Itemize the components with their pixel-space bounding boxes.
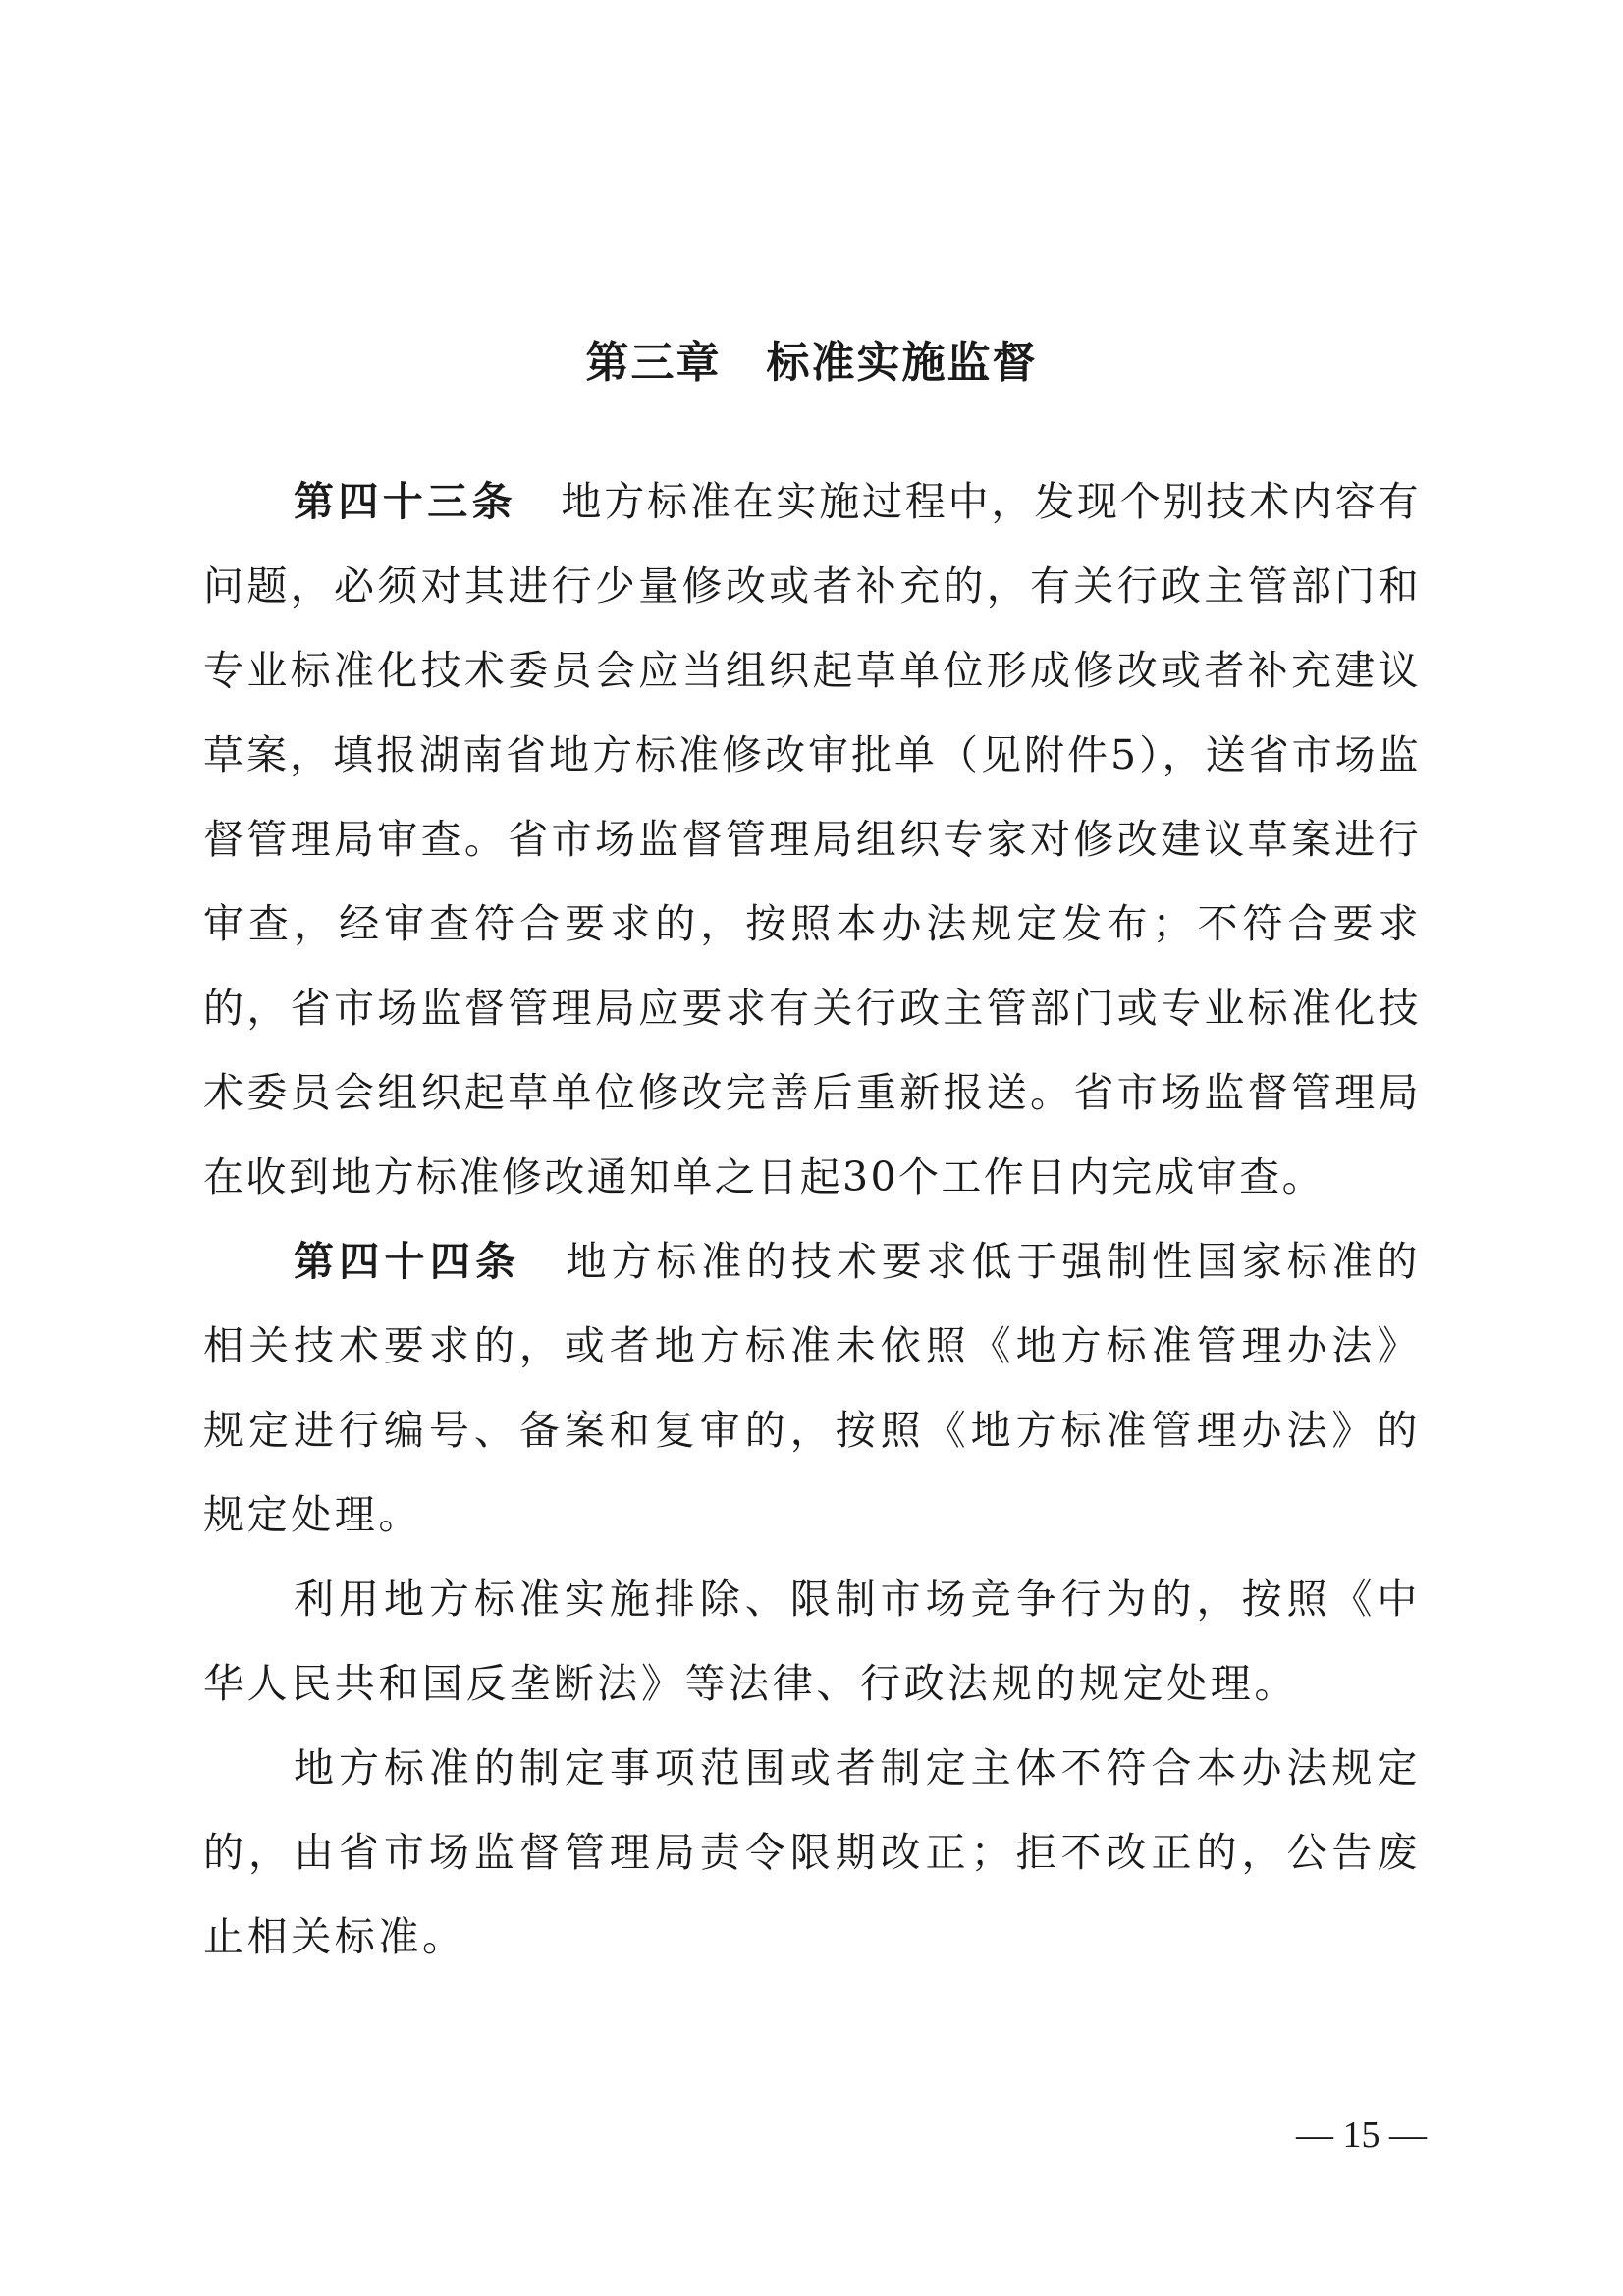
article-44 (203, 1219, 1421, 1557)
article-43-number: 第四十三条 (294, 478, 562, 525)
page-number: — 15 — (1296, 2114, 1427, 2156)
document-body (203, 459, 1421, 1979)
article-44-text: 地方标准的技术要求低于强制性国家标准的相关技术要求的，或者地方标准未依照《地方标准管理办法》规定进行编号、备案和复审的，按照《地方标准管理办法》的规定处理。 (203, 1238, 1421, 1538)
article-43-text: 地方标准在实施过程中，发现个别技术内容有问题，必须对其进行少量修改或者补充的，有关行政主管部门和专业标准化技术委员会应当组织起草单位形成修改或者补充建议草案，填报湖南省地方标准修改审批单（见附件5），送省市场监督管理局审查。省市场监督管理局组织专家对修改建议草案进行审查，经审查符合要求的，按照本办法规定发布；不符合要求的，省市场监督管理局应要求有关行政主管部门或专业标准化技术委员会组织起草单位修改完善后重新报送。省市场监督管理局在收到地方标准修改通知单之日起30个工作日内完成审查。 (203, 478, 1422, 1201)
article-43 (203, 459, 1421, 1219)
article-44-number: 第四十四条 (294, 1238, 567, 1285)
paragraph-antimonopoly: 利用地方标准实施排除、限制市场竞争行为的，按照《中华人民共和国反垄断法》等法律、行政法规的规定处理。 (203, 1575, 1421, 1707)
paragraph-scope-violation: 地方标准的制定事项范围或者制定主体不符合本办法规定的，由省市场监督管理局责令限期改正；拒不改正的，公告废止相关标准。 (203, 1744, 1421, 1960)
chapter-title: 第三章 标准实施监督 (585, 338, 1038, 388)
